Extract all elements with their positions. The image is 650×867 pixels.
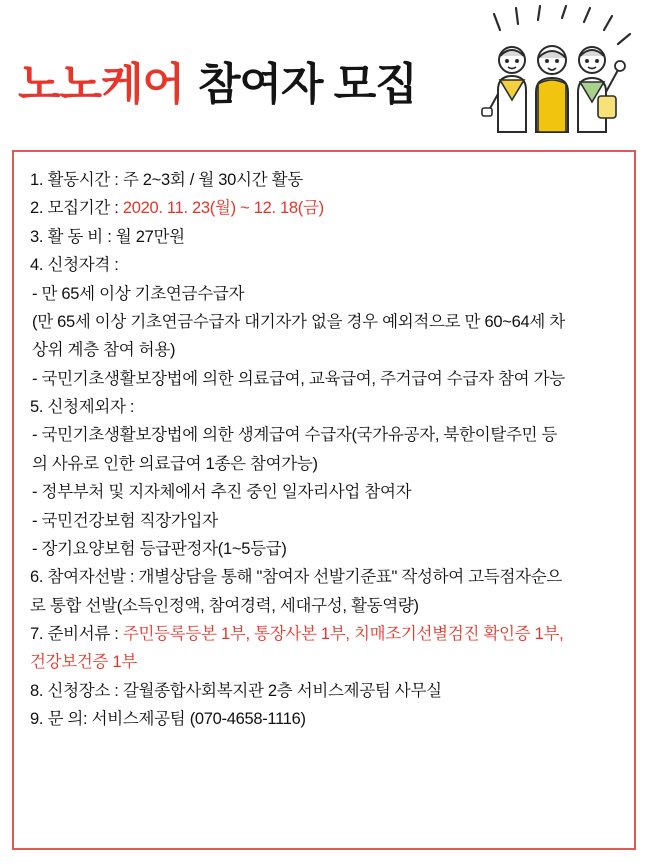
- detail-eligibility-1: - 만 65세 이상 기초연금수급자: [32, 284, 245, 303]
- page-title: [18, 48, 417, 112]
- detail-recruit-period-value: 2020. 11. 23(월) ~ 12. 18(금): [122, 199, 324, 218]
- detail-exclusion-heading: 5. 신청제외자 :: [30, 398, 135, 416]
- detail-documents-value: 주민등록등본 1부, 통장사본 1부, 치매조기선별검진 확인증 1부,: [122, 625, 564, 643]
- detail-eligibility-heading: 4. 신청자격 :: [30, 256, 119, 275]
- detail-eligibility-2b: 상위 계층 참여 허용): [32, 341, 176, 360]
- recruitment-details-box: [12, 150, 636, 850]
- detail-contact: 9. 문 의: 서비스제공팀 (070-4658-1116): [30, 710, 306, 729]
- three-seniors-illustration: [476, 4, 636, 134]
- detail-activity-time: 1. 활동시간 : 주 2~3회 / 월 30시간 활동: [30, 171, 303, 189]
- detail-exclusion-1b: 의 사유로 인한 의료급여 1종은 참여가능): [32, 454, 318, 473]
- detail-exclusion-2: - 정부부처 및 지자체에서 추진 중인 일자리사업 참여자: [32, 483, 412, 502]
- detail-recruit-period-label: 2. 모집기간 :: [30, 199, 123, 218]
- detail-documents-2: 건강보건증 1부: [30, 653, 137, 672]
- detail-eligibility-3: - 국민기초생활보장법에 의한 의료급여, 교육급여, 주거급여 수급자 참여 가능: [32, 369, 565, 388]
- detail-selection-1: 6. 참여자선발 : 개별상담을 통해 "참여자 선발기준표" 작성하여 고득점자순으: [30, 568, 563, 587]
- detail-documents-1: [30, 620, 618, 648]
- poster-header: [0, 0, 650, 140]
- page-title-program: 노노케어: [18, 60, 185, 109]
- detail-eligibility-2a: (만 65세 이상 기초연금수급자 대기자가 없을 경우 예외적으로 만 60~64세 차: [32, 312, 565, 331]
- detail-exclusion-1a: - 국민기초생활보장법에 의한 생계급여 수급자(국가유공자, 북한이탈주민 등: [32, 426, 558, 445]
- detail-selection-2: 로 통합 선발(소득인정액, 참여경력, 세대구성, 활동역량): [30, 596, 419, 615]
- detail-documents-label: 7. 준비서류 :: [30, 625, 123, 643]
- detail-exclusion-4: - 장기요양보험 등급판정자(1~5등급): [32, 539, 287, 558]
- detail-recruit-period: [30, 194, 618, 222]
- page-title-subject: 참여자 모집: [198, 60, 417, 109]
- detail-apply-location: 8. 신청장소 : 갈월종합사회복지관 2층 서비스제공팀 사무실: [30, 681, 442, 700]
- detail-exclusion-3: - 국민건강보험 직장가입자: [32, 511, 218, 530]
- detail-activity-fee: 3. 활 동 비 : 월 27만원: [30, 227, 185, 246]
